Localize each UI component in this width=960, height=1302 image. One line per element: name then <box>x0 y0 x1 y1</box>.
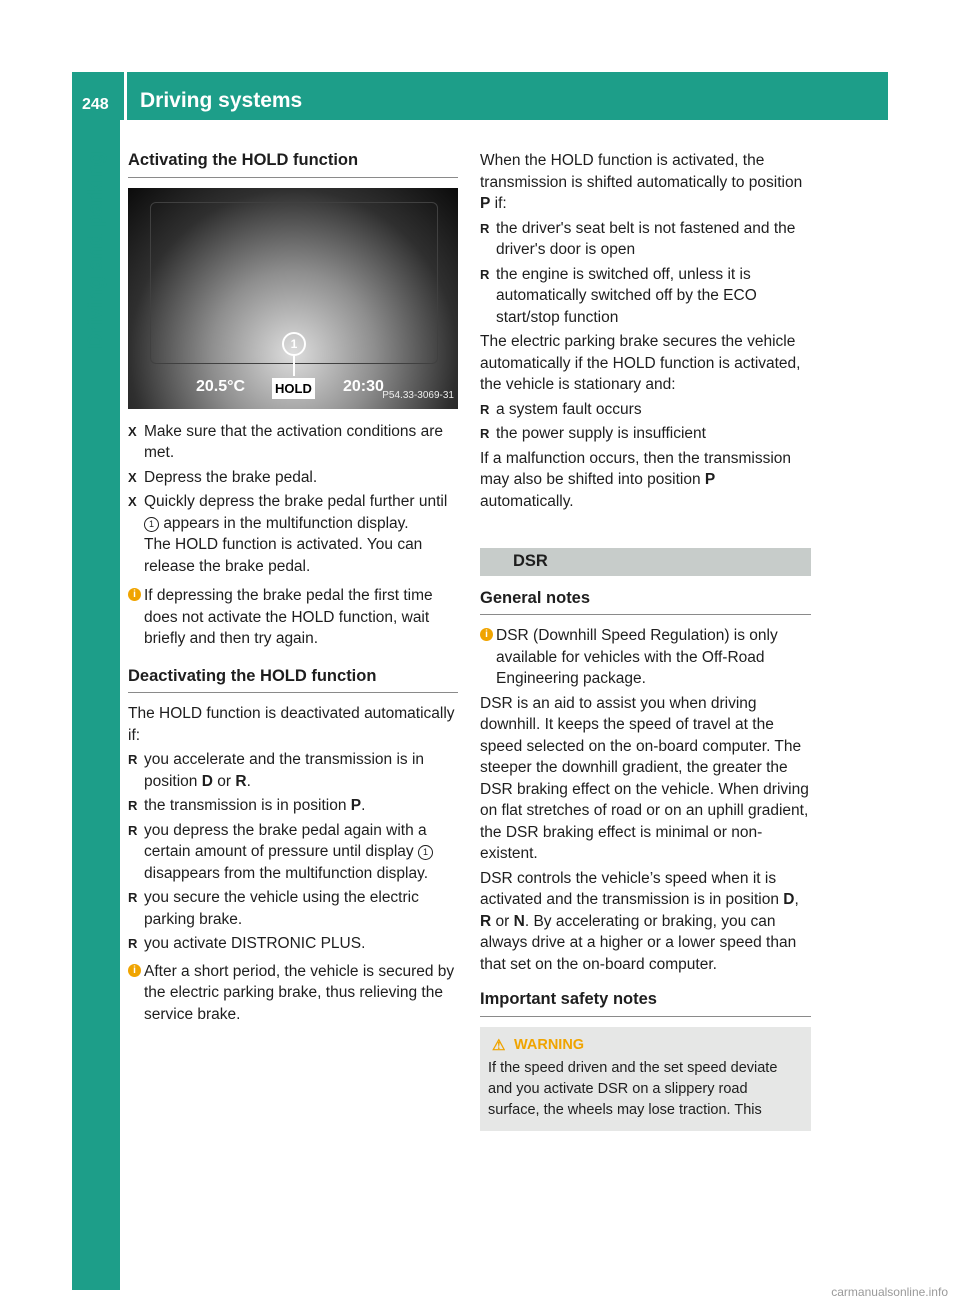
bullet-item: R the driver's seat belt is not fastened and the driver's door is open <box>480 219 796 258</box>
left-column <box>128 150 458 1028</box>
step-item: X Quickly depress the brake pedal further until 1 appears in the multifunction display. The HOLD function is activated. You can release the brake pedal. <box>128 493 448 575</box>
bullet-icon: R <box>128 798 138 813</box>
right-column <box>480 150 811 1131</box>
bullet-icon: R <box>128 822 138 838</box>
info-icon: i <box>128 588 141 601</box>
image-code: P54.33-3069-31 <box>382 390 454 401</box>
display-time: 20:30 <box>343 377 384 395</box>
display-temperature: 20.5°C <box>196 377 246 395</box>
bullet-item: R the engine is switched off, unless it is automatically switched off by the ECO start/stop function <box>480 265 757 326</box>
instrument-display-photo <box>128 188 458 409</box>
step-item: X Depress the brake pedal. <box>128 467 458 489</box>
callout-ref-icon: 1 <box>418 845 433 860</box>
heading-safety-notes: Important safety notes <box>480 989 811 1017</box>
step-arrow-icon: X <box>128 423 137 439</box>
footer-watermark: carmanualsonline.info <box>831 1285 948 1299</box>
info-note: i After a short period, the vehicle is secured by the electric parking brake, thus relieving the service brake. <box>128 961 458 1026</box>
bullet-item: R the power supply is insufficient <box>480 423 811 445</box>
bullet-item: R you secure the vehicle using the electric parking brake. <box>128 889 419 928</box>
hold-intro: When the HOLD function is activated, the transmission is shifted automatically to position P if: <box>480 152 803 212</box>
dsr-section-band: DSR <box>480 548 811 576</box>
bullet-icon: R <box>480 220 490 236</box>
page-number: 248 <box>82 96 109 113</box>
bullet-item: R you accelerate and the transmission is in position D or R. <box>128 751 425 790</box>
info-icon: i <box>128 964 141 977</box>
bullet-icon: R <box>480 426 490 441</box>
step-arrow-icon: X <box>128 494 137 509</box>
bullet-icon: R <box>128 752 138 767</box>
heading-deactivate: Deactivating the HOLD function <box>128 666 458 694</box>
paragraph: If a malfunction occurs, then the transmission may also be shifted into position P automatically. <box>480 449 792 510</box>
info-note: i If depressing the brake pedal the first time does not activate the HOLD function, wait briefly and then try again. <box>128 585 458 650</box>
info-note: i DSR (Downhill Speed Regulation) is only available for vehicles with the Off-Road Engineering package. <box>480 625 811 690</box>
paragraph: DSR is an aid to assist you when driving downhill. It keeps the speed of travel at the speed selected on the on-board computer. The steeper the downhill gradient, the greater the DSR braking effect on the vehicle. When driving on flat stretches of road or on an uphill gradient, the DSR braking effect is minimal or non-existent. <box>480 694 809 862</box>
deactivate-intro: The HOLD function is deactivated automatically if: <box>128 705 455 744</box>
bullet-icon: R <box>128 936 138 951</box>
heading-general-notes: General notes <box>480 588 811 616</box>
callout-ref-icon: 1 <box>144 517 159 532</box>
heading-activate: Activating the HOLD function <box>128 150 458 178</box>
callout-1: 1 <box>282 332 306 356</box>
step-arrow-icon: X <box>128 469 137 485</box>
header-divider <box>124 72 127 120</box>
warning-title: ⚠ WARNING <box>492 1036 585 1054</box>
warning-text: If the speed driven and the set speed deviate and you activate DSR on a slippery road surface, the wheels may lose traction. This <box>488 1059 778 1118</box>
step-item: X Make sure that the activation conditions are met. <box>128 422 443 461</box>
bullet-icon: R <box>128 890 138 905</box>
bullet-icon: R <box>480 266 490 282</box>
bullet-item: R the transmission is in position P. <box>128 795 458 817</box>
bullet-item: R you activate DISTRONIC PLUS. <box>128 933 458 955</box>
bullet-item: R you depress the brake pedal again with a certain amount of pressure until display 1 disappears from the multifunction display. <box>128 820 458 885</box>
warning-triangle-icon: ⚠ <box>492 1036 506 1054</box>
callout-leader <box>293 356 295 376</box>
section-title: Driving systems <box>140 89 303 112</box>
paragraph: DSR controls the vehicle’s speed when it is activated and the transmission is in position D, R or N. By accelerating or braking, you can always drive at a higher or a lower speed than that set on the on-board computer. <box>480 869 799 973</box>
bullet-item: R a system fault occurs <box>480 399 811 421</box>
warning-box <box>480 1027 811 1131</box>
paragraph: The electric parking brake secures the vehicle automatically if the HOLD function is activated, the vehicle is stationary and: <box>480 333 801 393</box>
display-hold-indicator: HOLD <box>272 378 315 400</box>
bullet-icon: R <box>480 401 490 417</box>
info-icon: i <box>480 628 493 641</box>
side-tab-label: Driving and parking <box>84 151 107 349</box>
